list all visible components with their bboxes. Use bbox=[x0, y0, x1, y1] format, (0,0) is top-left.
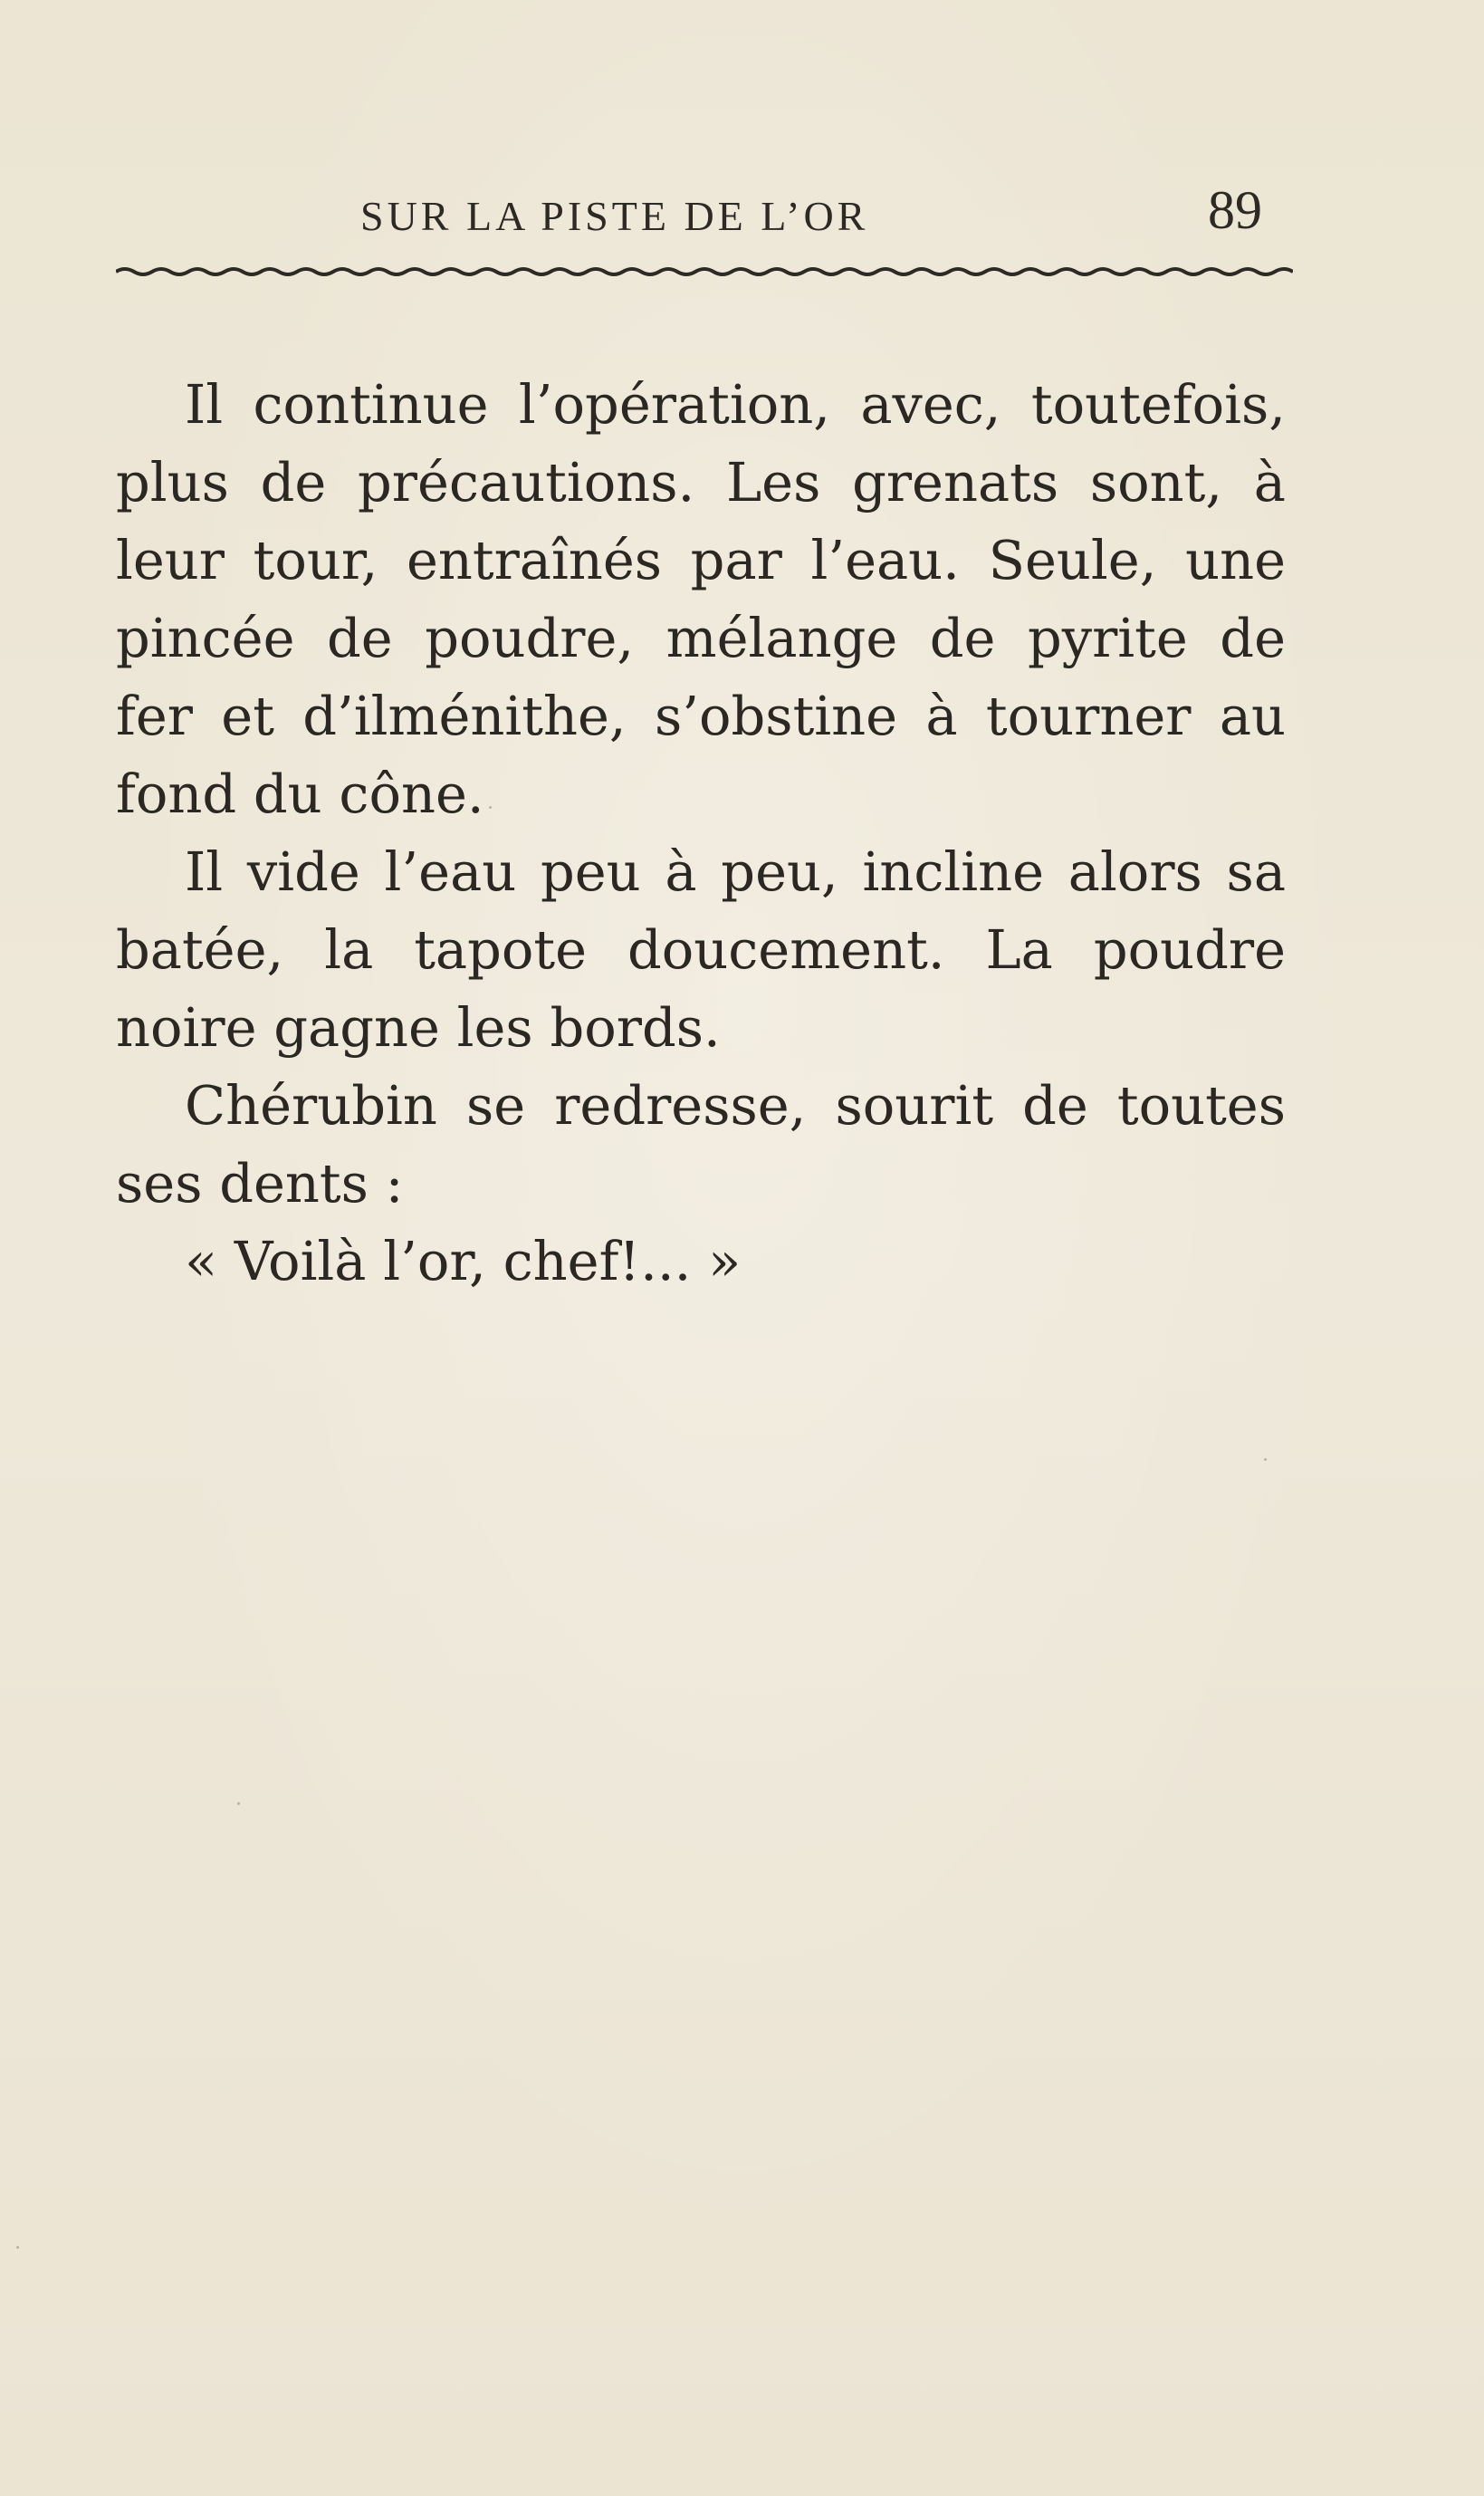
body-text bbox=[116, 366, 1286, 1301]
paper-speck bbox=[16, 2246, 19, 2249]
running-title: SUR LA PISTE DE L’OR bbox=[360, 193, 869, 239]
page-number: 89 bbox=[1208, 180, 1262, 240]
paragraph-1: Il continue l’opération, avec, toutefois, plus de précautions. Les grenats sont, à leur tour, entraînés par l’eau. Seule, une pincée de poudre, mélange de pyrite de fer et d’ilménithe, s’obstine à tourner au fond du cône. bbox=[116, 373, 1286, 825]
paragraph-4-dialogue: « Voilà l’or, chef!... » bbox=[185, 1230, 742, 1292]
paper-speck bbox=[1264, 1458, 1267, 1461]
paragraph-3: Chérubin se redresse, sourit de toutes ses dents : bbox=[116, 1074, 1286, 1214]
paper-speck bbox=[489, 806, 492, 809]
paragraph-2: Il vide l’eau peu à peu, incline alors sa batée, la tapote doucement. La poudre noire gagne les bords. bbox=[116, 840, 1286, 1059]
paper-speck bbox=[237, 1802, 240, 1805]
decorative-wavy-rule bbox=[116, 264, 1293, 279]
